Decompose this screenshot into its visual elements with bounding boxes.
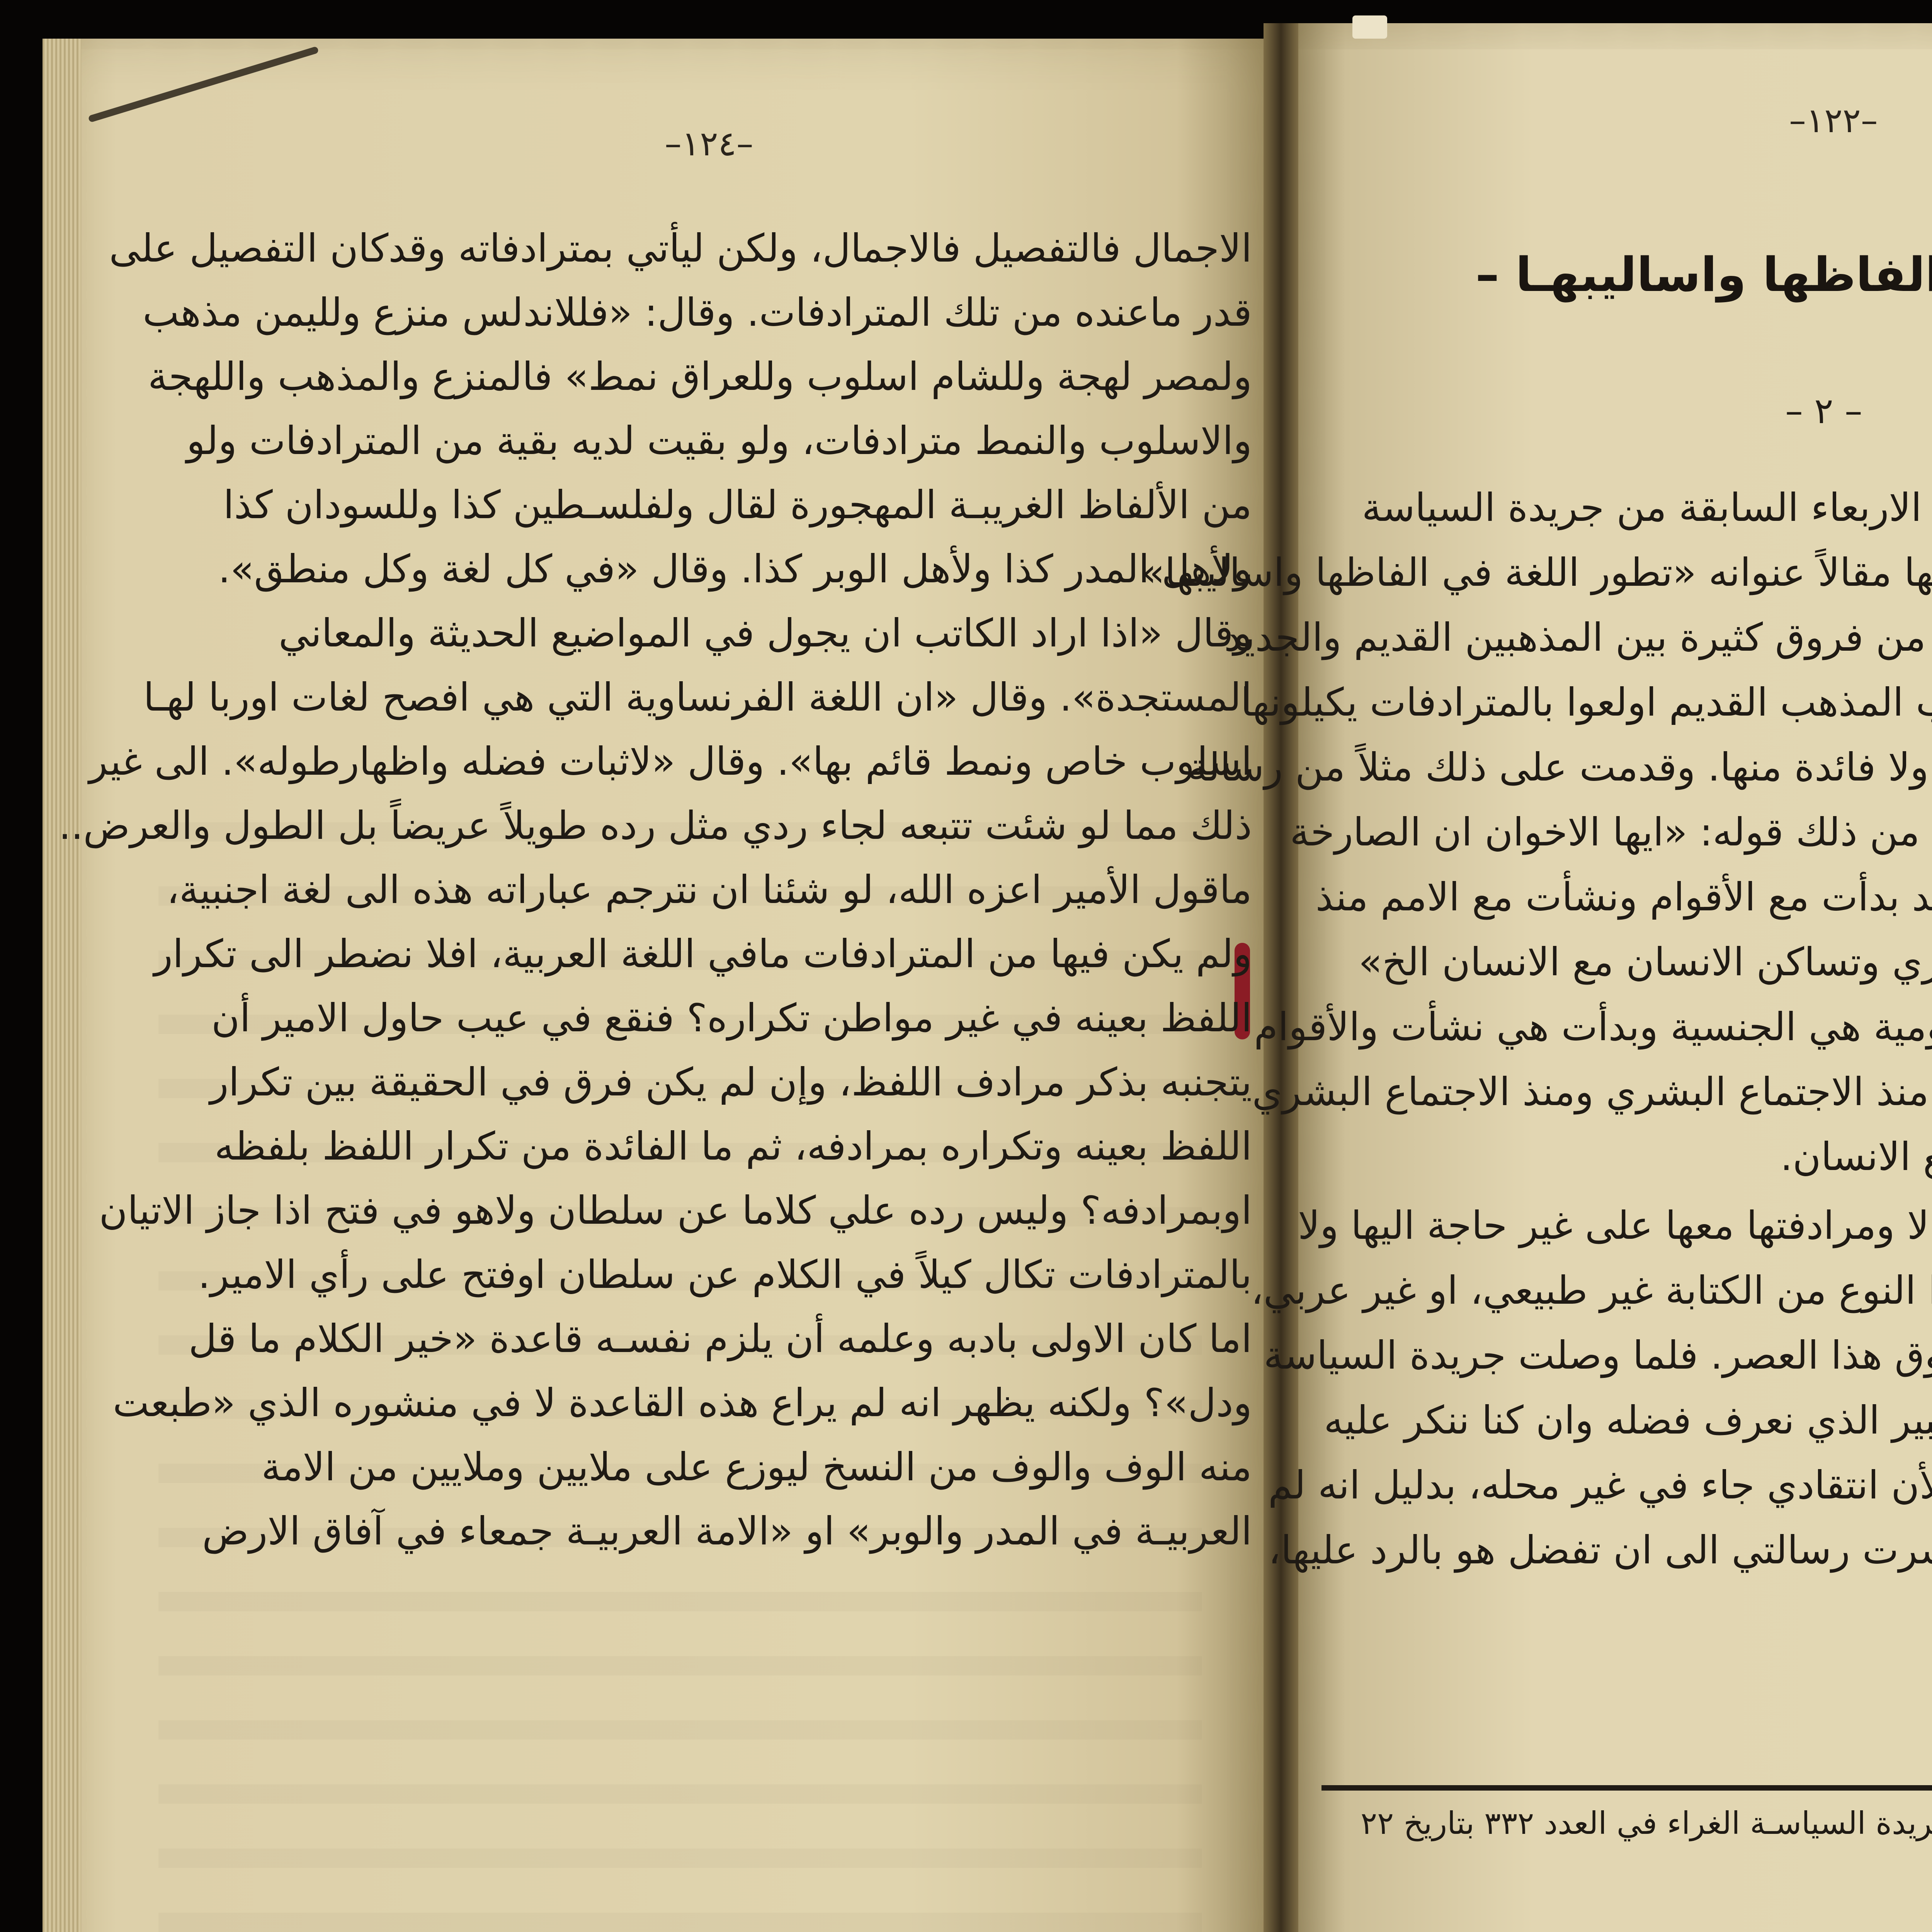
text-line: ولم يكن فيها من المترادفات مافي اللغة العربية، افلا نضطر الى تكرار xyxy=(216,922,1252,986)
text-line: اللفظ بعينه وتكراره بمرادفه، ثم ما الفائدة من تكرار اللفظ بلفظه xyxy=(216,1114,1252,1179)
text-line: ها مقالاً عنوانه «تطور اللغة في الفاظها واساليبها» xyxy=(1314,540,1932,605)
text-line: ذلك مما لو شئت تتبعه لجاء ردي مثل رده طويلاً عريضاً بل الطول والعرض.. xyxy=(216,794,1252,858)
text-line: ي وتساكن الانسان مع الانسان الخ» xyxy=(1314,930,1932,995)
text-line: ودل»؟ ولكنه يظهر انه لم يراع هذه القاعدة لا في منشوره الذي «طبعت xyxy=(216,1371,1252,1435)
text-line: منه الوف والوف من النسخ ليوزع على ملايين وملايين من الامة xyxy=(216,1435,1252,1499)
text-line: مية هي الجنسية وبدأت هي نشأت والأقوام xyxy=(1314,995,1932,1060)
text-line: ير الذي نعرف فضله وان كنا ننكر عليه xyxy=(1314,1388,1932,1453)
text-line: الانسان. xyxy=(1314,1124,1932,1189)
text-line: المستجدة». وقال «ان اللغة الفرنساوية التي هي افصح لغات اوربا لهـا xyxy=(216,665,1252,730)
text-line: والاسلوب والنمط مترادفات، ولو بقيت لديه بقية من المترادفات ولو xyxy=(216,409,1252,473)
text-line: منذ الاجتماع البشري ومنذ الاجتماع البشري xyxy=(1314,1060,1932,1124)
text-line: لا ومرادفتها معها على غير حاجة اليها ولا xyxy=(1314,1193,1932,1258)
article-title: الفاظها واساليبهـا – xyxy=(1495,247,1932,302)
text-line: وقال «اذا اراد الكاتب ان يجول في المواضيع الحديثة والمعاني xyxy=(216,601,1252,665)
text-line: أن انتقادي جاء في غير محله، بدليل انه لم xyxy=(1314,1453,1932,1518)
text-line: قدر ماعنده من تلك المترادفات. وقال: «فللاندلس منزع ولليمن مذهب xyxy=(216,281,1252,345)
text-line: ق هذا العصر. فلما وصلت جريدة السياسة xyxy=(1314,1323,1932,1388)
text-line: اسلوب خاص ونمط قائم بها». وقال «لاثبات فضله واظهارطوله». الى غير xyxy=(216,730,1252,794)
text-line: العربيـة في المدر والوبر» او «الامة العربيـة جمعاء في آفاق الارض xyxy=(216,1499,1252,1563)
text-line: الاربعاء السابقة من جريدة السياسة xyxy=(1314,475,1932,540)
part-number: – ٢ – xyxy=(1785,390,1862,432)
text-line: رت رسالتي الى ان تفضل هو بالرد عليها، xyxy=(1314,1518,1932,1583)
text-line: اما كان الاولى بادبه وعلمه أن يلزم نفسـه قاعدة «خير الكلام ما قل xyxy=(216,1307,1252,1371)
text-line: اللفظ بعينه في غير مواطن تكراره؟ فنقع في عيب حاول الامير أن xyxy=(216,986,1252,1050)
text-line: يتجنبه بذكر مرادف اللفظ، وإن لم يكن فرق في الحقيقة بين تكرار xyxy=(216,1050,1252,1114)
text-line: اوبمرادفه؟ وليس رده علي كلاما عن سلطان ولاهو في فتح اذا جاز الاتيان xyxy=(216,1179,1252,1243)
text-line: من ذلك قوله: «ايها الاخوان ان الصارخة xyxy=(1314,800,1932,865)
text-line: من فروق كثيرة بين المذهبين القديم والجديد xyxy=(1314,605,1932,670)
text-line: من الألفاظ الغريبـة المهجورة لقال ولفلسـطين كذا وللسودان كذا xyxy=(216,473,1252,537)
text-line: المذهب القديم اولعوا بالمترادفات يكيلونها xyxy=(1314,670,1932,735)
text-line: ولأهل المدر كذا ولأهل الوبر كذا. وقال «في كل لغة وكل منطق». xyxy=(216,537,1252,601)
text-line: ولا فائدة منها. وقدمت على ذلك مثلاً من رسالة xyxy=(1314,735,1932,800)
footnote-line: ريدة السياسـة الغراء في العدد ٣٣٢ بتاريخ ٢٢ xyxy=(1321,1797,1932,1850)
left-page-number: –١٢٤– xyxy=(665,124,753,163)
text-line: الاجمال فالتفصيل فالاجمال، ولكن ليأتي بمترادفاته وقدكان التفصيل على xyxy=(216,216,1252,281)
text-line: ولمصر لهجة وللشام اسلوب وللعراق نمط» فالمنزع والمذهب واللهجة xyxy=(216,345,1252,409)
right-page-number: –١٢٢– xyxy=(1789,100,1878,140)
text-line: بالمترادفات تكال كيلاً في الكلام عن سلطان اوفتح على رأي الامير. xyxy=(216,1243,1252,1307)
text-line: النوع من الكتابة غير طبيعي، او غير عربي، xyxy=(1314,1258,1932,1323)
text-line: ماقول الأمير اعزه الله، لو شئنا ان نترجم عباراته هذه الى لغة اجنبية، xyxy=(216,858,1252,922)
text-line: د بدأت مع الأقوام ونشأت مع الامم منذ xyxy=(1314,865,1932,930)
